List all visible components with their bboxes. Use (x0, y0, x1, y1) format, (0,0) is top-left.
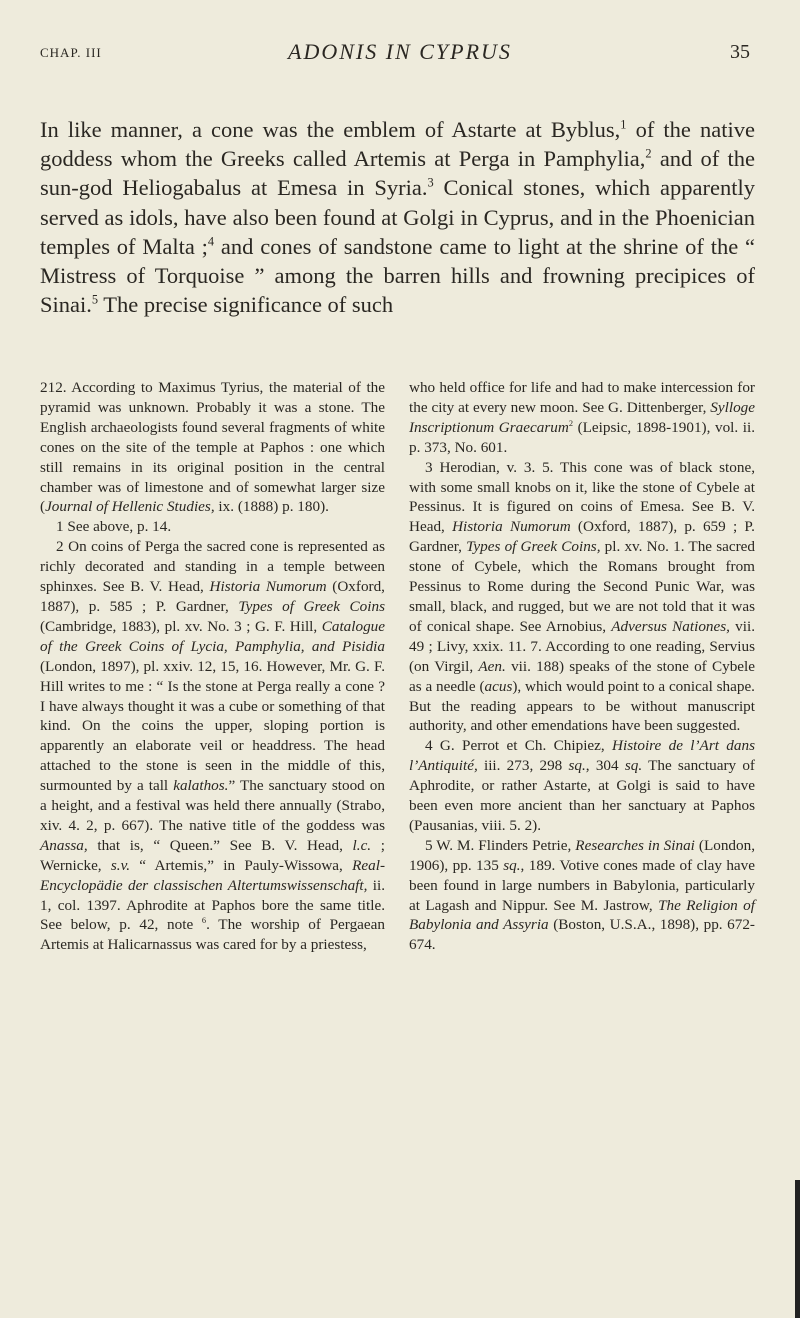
footnote-212: 212. According to Maximus Tyrius, the material of the pyramid was unknown. Probably it was a stone. The English archaeologists found several fragments of white cones on the site of the temple at Paphos : one which still remains in its original position in the central chamber was of limestone and of somewhat larger size (Journal of Hellenic Studies, ix. (1888) p. 180). (40, 379, 385, 516)
chapter-label: CHAP. III (40, 45, 102, 60)
main-text: and cones of sandstone came to light at the shrine of the “ Mistress of Torquoise ” among the barren hills and frowning precipices of Sinai. (40, 233, 755, 318)
footnote-2-continued: who held office for life and had to make intercession for the city at every new moon. See G. Dittenberger, Sylloge Inscriptionum Graecarum$^2$ (Leipsic, 1898-1901), vol. ii. p. 373, No. 601. (409, 379, 755, 456)
footnote-1: 1 See above, p. 14. (56, 518, 172, 536)
footnote-ref: 4 (207, 234, 215, 249)
footnote-ref: 5 (91, 292, 99, 307)
footnote-ref: 1 (620, 117, 627, 132)
footnote-ref: 2 (645, 146, 652, 161)
footnote-2: 2 On coins of Perga the sacred cone is represented as richly decorated and standing in a temple between sphinxes. See B. V. Head, Historia Numorum (Oxford, 1887), p. 585 ; P. Gardner, Types of Greek Coins (Cambridge, 1883), pl. xv. No. 3 ; G. F. Hill, Catalogue of the Greek Coins of Lycia, Pamphylia, and Pisidia (London, 1897), pl. xxiv. 12, 15, 16. However, Mr. G. F. Hill writes to me : “ Is the stone at Perga really a cone ? I have always thought it was a cube or something of that kind. On the coins the upper, sloping portion is apparently an elaborate veil or headdress. The head attached to the stone is seen in the middle of this, surmounted by a tall kalathos.” The sanctuary stood on a height, and a festival was held there annually (Strabo, xiv. 4. 2, p. 667). The native title of the goddess was Anassa, that is, “ Queen.” See B. V. Head, l.c. ; Wernicke, s.v. “ Artemis,” in Pauly-Wissowa, Real-Encyclopädie der classischen Altertumswissenschaft, ii. 1, col. 1397. Aphrodite at Paphos bore the same title. See below, p. 42, note $^6$. The worship of Pergaean Artemis at Halicarnassus was cared for by a priestess, (40, 538, 386, 954)
footnote-ref: 3 (427, 175, 434, 190)
page-number: 35 (730, 41, 750, 63)
footnote-4: 4 G. Perrot et Ch. Chipiez, Histoire de l’Art dans l’Antiquité, iii. 273, 298 sq., 304 sq. The sanctuary of Aphrodite, or rather Astarte, at Golgi is said to have been even more ancient than her sanctuary at Paphos (Pausanias, viii. 5. 2). (409, 737, 755, 834)
page-edge-shadow (795, 1180, 800, 1318)
footnotes-left-column (40, 378, 385, 955)
main-text: and of the sun-god Heliogabalus at Emesa in Syria. (40, 146, 755, 201)
footnote-3: 3 Herodian, v. 3. 5. This cone was of black stone, with some small knobs on it, like the stone of Cybele at Pessinus. It is figured on coins of Emesa. See B. V. Head, Historia Numorum (Oxford, 1887), p. 659 ; P. Gardner, Types of Greek Coins, pl. xv. No. 1. The sacred stone of Cybele, which the Romans brought from Pessinus to Rome during the Second Punic War, was small, black, and rugged, but we are not told that it was of conical shape. See Arnobius, Adversus Nationes, vii. 49 ; Livy, xxix. 11. 7. According to one reading, Servius (on Virgil, Aen. vii. 188) speaks of the stone of Cybele as a needle (acus), which would point to a conical shape. But the reading appears to be without manuscript authority, and other emendations have been suggested. (409, 458, 756, 735)
main-text: of the native goddess whom the Greeks called Artemis at Perga in Pamphylia, (40, 117, 755, 172)
footnote-5: 5 W. M. Flinders Petrie, Researches in Sinai (London, 1906), pp. 135 sq., 189. Votive cones made of clay have been found in large numbers in Babylonia, particularly at Lagash and Nippur. See M. Jastrow, The Religion of Babylonia and Assyria (Boston, U.S.A., 1898), pp. 672-674. (409, 836, 755, 954)
main-text: Conical stones, which apparently served as idols, have also been found at Golgi in Cyprus, and in the Phoenician temples of Malta ; (40, 175, 755, 259)
main-text: The precise significance of such (98, 292, 394, 318)
page-header (0, 0, 800, 70)
footnotes-right-column (409, 378, 755, 955)
main-text: In like manner, a cone was the emblem of Astarte at Byblus, (40, 117, 621, 142)
main-paragraph (40, 115, 755, 319)
running-title: ADONIS IN CYPRUS (288, 39, 512, 64)
